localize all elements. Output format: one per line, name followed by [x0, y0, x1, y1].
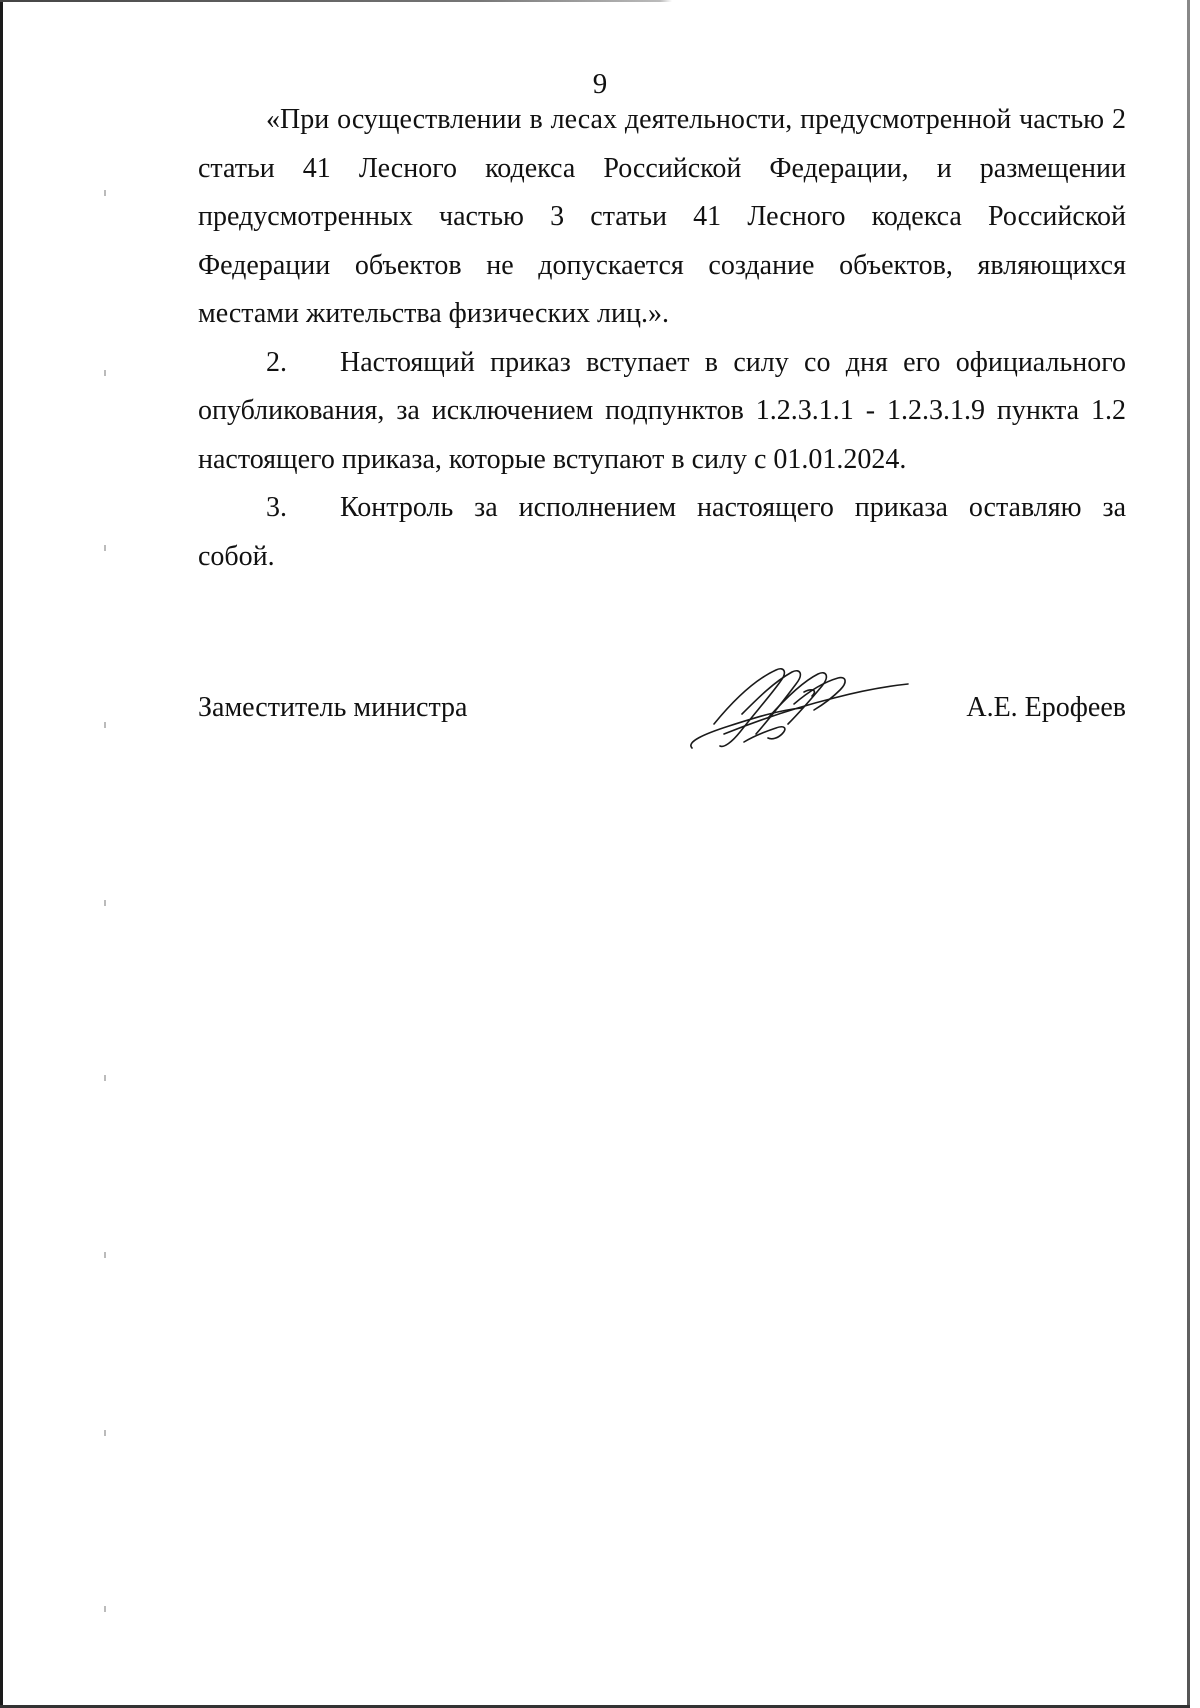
signatory-position: Заместитель министра: [198, 692, 468, 723]
scan-speck: [104, 190, 106, 196]
paragraph-item-3: [198, 484, 1126, 581]
handwritten-signature: [684, 662, 914, 762]
signature-block: [198, 688, 1126, 748]
document-body: [198, 96, 1126, 581]
scan-speck: [104, 900, 106, 906]
scan-edge-top: [0, 0, 1200, 2]
page-number: 9: [592, 68, 608, 100]
paragraph-item-2: [198, 339, 1126, 485]
item-text: Настоящий приказ вступает в силу со дня его официального опубликования, за исключением подпунктов 1.2.3.1.1 - 1.2.3.1.9 пункта 1.2 настоящего приказа, которые вступают в силу с 01.01.2024.: [198, 346, 1126, 475]
scan-speck: [104, 722, 106, 728]
scan-speck: [104, 1606, 106, 1612]
signatory-name: А.Е. Ерофеев: [966, 692, 1126, 723]
scan-edge-right: [1187, 0, 1190, 1708]
scan-speck: [104, 1252, 106, 1258]
scan-speck: [104, 1075, 106, 1081]
item-number: 2.: [266, 346, 287, 378]
item-number: 3.: [266, 492, 287, 523]
scan-speck: [104, 370, 106, 376]
paragraph-quote: «При осуществлении в лесах деятельности, предусмотренной частью 2 статьи 41 Лесного кодекса Российской Федерации, и размещении предусмотренных частью 3 статьи 41 Лесного кодекса Российской Федерации объектов не допускается создание объектов, являющихся местами жительства физических лиц.».: [198, 104, 1126, 329]
scan-speck: [104, 1430, 106, 1436]
scan-speck: [104, 545, 106, 551]
scan-edge-left: [0, 0, 3, 1708]
item-text: Контроль за исполнением настоящего приказа оставляю за собой.: [198, 492, 1126, 572]
